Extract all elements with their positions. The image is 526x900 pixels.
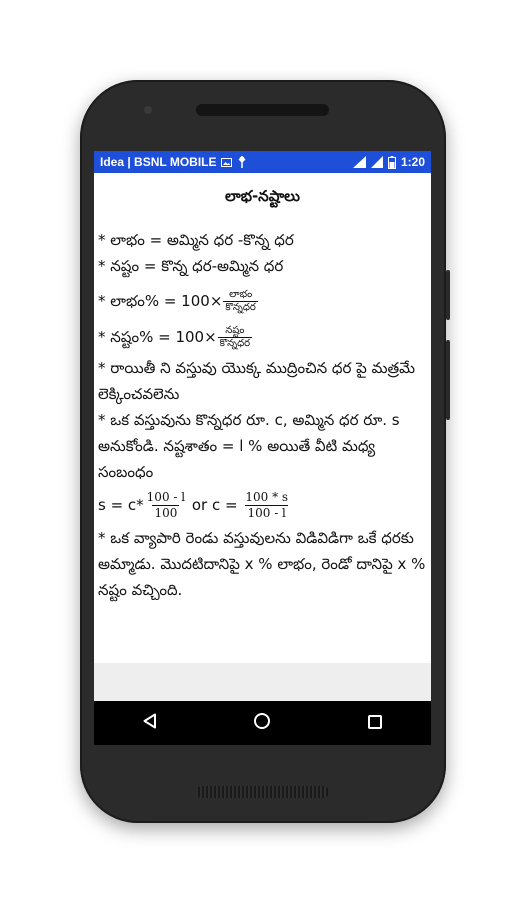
recents-icon: [368, 714, 382, 733]
power-button: [446, 270, 450, 320]
fraction-denominator: 100 - l: [247, 506, 286, 520]
image-icon: [221, 158, 232, 167]
formula-profit-percent: [98, 283, 427, 319]
fraction: [243, 490, 290, 521]
fraction-numerator: లాభం: [229, 289, 253, 300]
navigation-bar: [94, 701, 431, 745]
fraction-numerator: 100 * s: [245, 490, 289, 504]
clock: 1:20: [400, 155, 425, 169]
phone-screen: [94, 151, 431, 745]
text-discount-note: * రాయితీ ని వస్తువు యొక్క ముద్రించిన ధర పై మత్రమే లెక్కించవలెను: [98, 359, 415, 403]
fraction-numerator: నష్టం: [225, 325, 245, 336]
fraction: [145, 490, 187, 521]
formula-part: s = c*: [98, 496, 144, 514]
volume-button: [446, 340, 450, 420]
page-title: లాభ-నష్టాలు: [224, 187, 300, 205]
usb-debug-icon: [237, 156, 247, 168]
formula-loss-percent: [98, 319, 427, 355]
fraction: [223, 289, 257, 314]
fraction-denominator: 100: [154, 506, 178, 520]
text-merchant-note: * ఒక వ్యాపారి రెండు వస్తువులను విడివిడిగా ఒకే ధరకు అమ్మాడు. మొదటిదానిపై x % లాభం, రెండో దానిపై x % నష్టం వచ్చింది.: [98, 529, 426, 599]
recents-button[interactable]: [355, 703, 395, 743]
formula-prefix: * లాభం% = 100×: [98, 292, 223, 310]
fraction-numerator: 100 - l: [146, 490, 186, 504]
text-line-loss: * నష్టం = కొన్న ధర-అమ్మిన ధర: [98, 257, 284, 275]
formula-or: or c =: [187, 496, 243, 514]
home-button[interactable]: [242, 703, 282, 743]
bottom-speaker: [196, 786, 329, 798]
fraction-denominator: కొన్నధర: [225, 302, 256, 313]
formula-relation: [98, 485, 427, 525]
signal-icon: [353, 156, 366, 168]
status-bar: [94, 151, 431, 173]
battery-icon: [388, 156, 396, 169]
text-relation-note: * ఒక వస్తువును కొన్నధర రూ. c, అమ్మిన ధర రూ. s అనుకోండి. నష్టశాతం = l % అయితే వీటి మధ్య సంబంధం: [98, 411, 400, 481]
formula-prefix: * నష్టం% = 100×: [98, 328, 217, 346]
fraction-denominator: కొన్నధర: [219, 338, 251, 349]
home-icon: [253, 712, 271, 734]
back-button[interactable]: [130, 703, 170, 743]
fraction: [218, 325, 252, 350]
text-line-profit: * లాభం = అమ్మిన ధర -కొన్న ధర: [98, 231, 294, 249]
back-icon: [142, 713, 158, 733]
earpiece-speaker: [196, 104, 329, 116]
signal-icon: [371, 156, 383, 168]
front-camera: [144, 106, 152, 114]
article-content: [94, 173, 431, 663]
carrier-label: Idea | BSNL MOBILE: [100, 155, 217, 169]
